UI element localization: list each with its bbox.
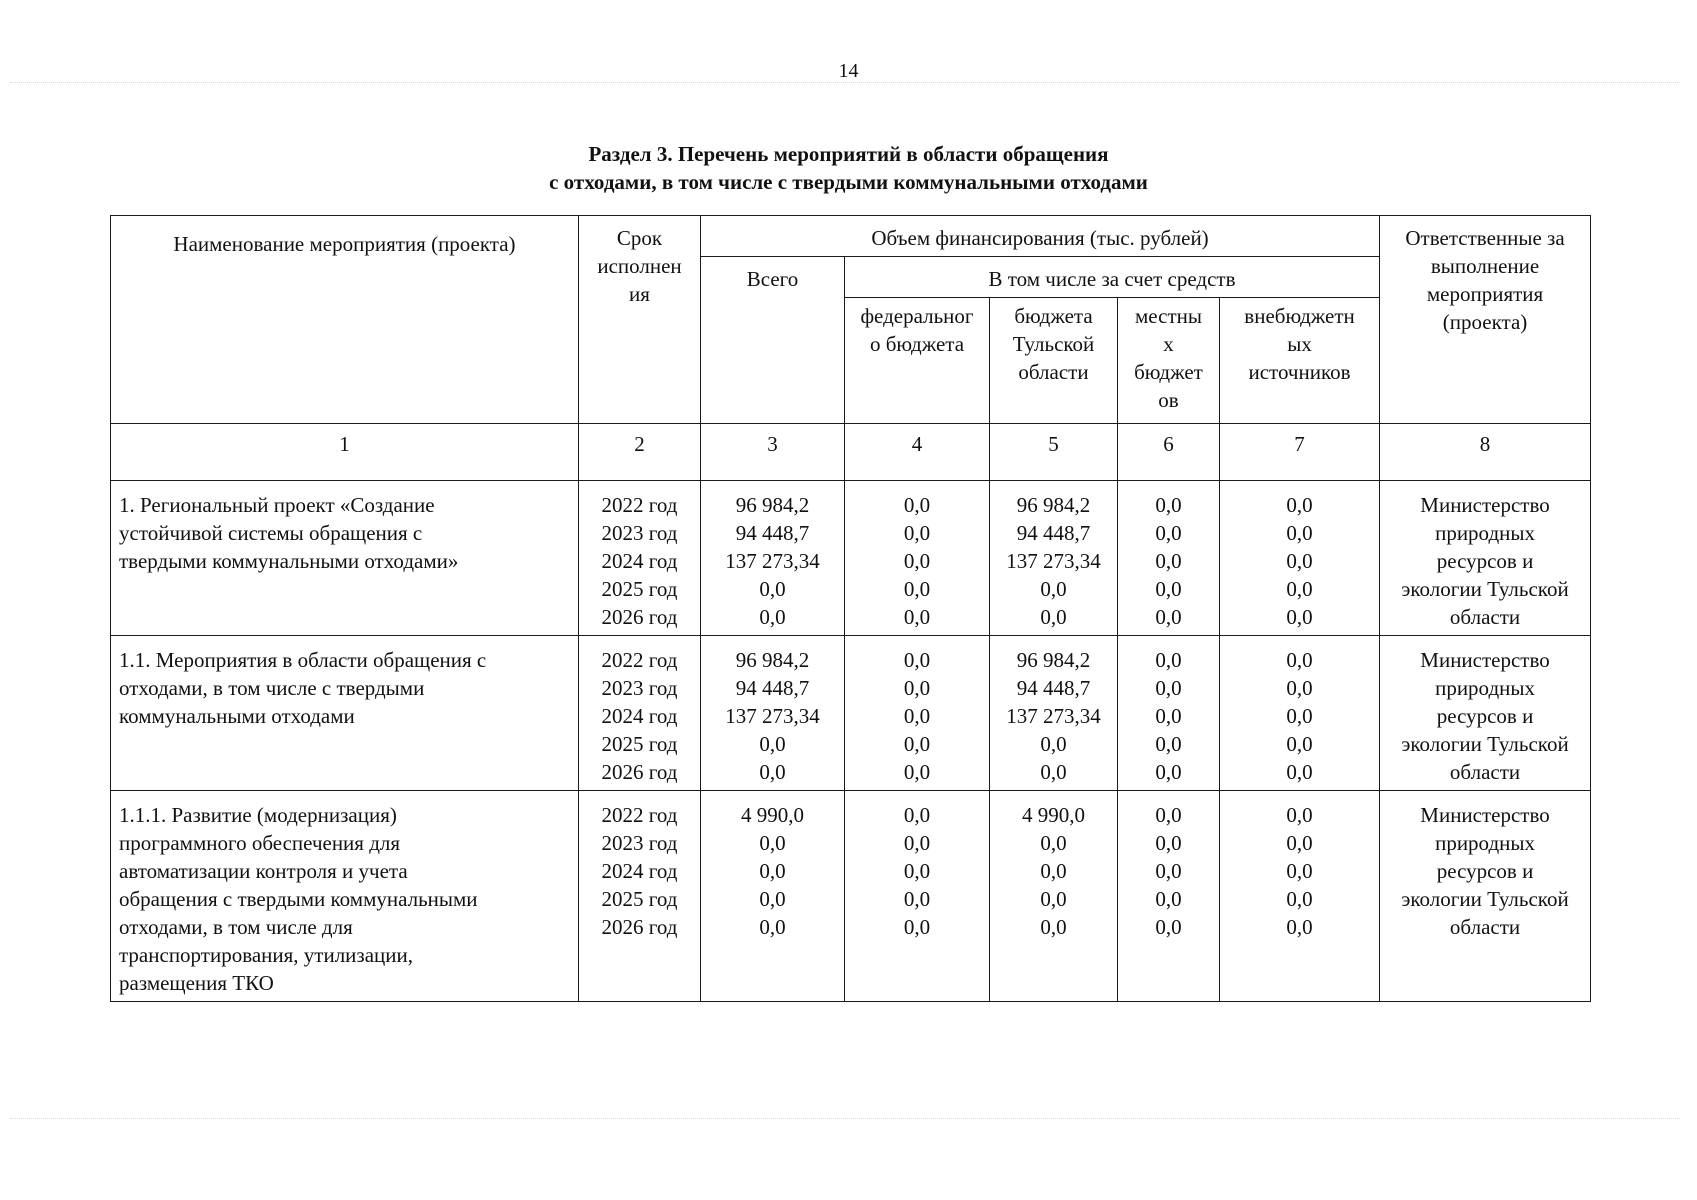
federal-cell-line: 0,0 <box>903 803 931 827</box>
responsible-cell-line: экологии Тульской <box>1401 577 1569 601</box>
table-row <box>111 791 1591 1002</box>
regional-cell-line: 0,0 <box>1040 732 1067 756</box>
federal-cell <box>845 636 990 791</box>
header-regional-line: Тульской <box>1012 332 1095 356</box>
responsible-cell-line: природных <box>1435 676 1535 700</box>
header-responsible-line: выполнение <box>1430 254 1540 278</box>
years-cell <box>579 481 701 636</box>
header-federal <box>845 298 990 424</box>
years-cell-line: 2023 год <box>601 831 678 855</box>
extra-cell-line: 0,0 <box>1286 676 1313 700</box>
extra-cell <box>1220 636 1380 791</box>
federal-cell-line: 0,0 <box>903 605 931 629</box>
header-term <box>579 216 701 424</box>
regional-cell <box>990 791 1118 1002</box>
regional-cell-line: 0,0 <box>1040 831 1067 855</box>
header-local-line: х <box>1163 332 1174 356</box>
local-cell-line: 0,0 <box>1155 887 1182 911</box>
measure-name-line: 1.1.1. Развитие (модернизация) <box>119 803 397 827</box>
regional-cell-line: 137 273,34 <box>1006 549 1101 573</box>
total-cell <box>701 791 845 1002</box>
column-number: 7 <box>1220 424 1380 481</box>
responsible-cell-line: природных <box>1435 521 1535 545</box>
extra-cell-line: 0,0 <box>1286 760 1313 784</box>
extra-cell-line: 0,0 <box>1286 521 1313 545</box>
extra-cell-line: 0,0 <box>1286 732 1313 756</box>
federal-cell-line: 0,0 <box>903 521 931 545</box>
total-cell <box>701 481 845 636</box>
responsible-cell-line: Министерство <box>1420 493 1550 517</box>
total-cell-line: 137 273,34 <box>725 704 820 728</box>
measure-name-line: 1. Региональный проект «Создание <box>119 493 435 517</box>
header-local-line: ов <box>1158 388 1179 412</box>
responsible-cell-line: области <box>1449 605 1521 629</box>
extra-cell-line: 0,0 <box>1286 831 1313 855</box>
measure-name-line: размещения ТКО <box>119 971 274 995</box>
regional-cell-line: 0,0 <box>1040 577 1067 601</box>
measure-name <box>111 636 579 791</box>
local-cell-line: 0,0 <box>1155 915 1182 939</box>
header-total: Всего <box>701 257 845 424</box>
years-cell <box>579 791 701 1002</box>
regional-cell-line: 4 990,0 <box>1022 803 1085 827</box>
responsible-cell-line: экологии Тульской <box>1401 732 1569 756</box>
table-row <box>111 636 1591 791</box>
responsible-cell-line: экологии Тульской <box>1401 887 1569 911</box>
years-cell-line: 2023 год <box>601 521 678 545</box>
header-regional <box>990 298 1118 424</box>
column-number: 4 <box>845 424 990 481</box>
local-cell-line: 0,0 <box>1155 648 1182 672</box>
federal-cell-line: 0,0 <box>903 577 931 601</box>
federal-cell <box>845 791 990 1002</box>
responsible-cell-line: ресурсов и <box>1436 704 1534 728</box>
header-extra-line: источников <box>1248 360 1351 384</box>
header-name: Наименование мероприятия (проекта) <box>111 216 579 424</box>
federal-cell-line: 0,0 <box>903 732 931 756</box>
measure-name-line: 1.1. Мероприятия в области обращения с <box>119 648 487 672</box>
header-responsible-line: (проекта) <box>1442 310 1528 334</box>
total-cell-line: 137 273,34 <box>725 549 820 573</box>
responsible-cell <box>1380 791 1591 1002</box>
column-number: 1 <box>111 424 579 481</box>
regional-cell <box>990 481 1118 636</box>
years-cell-line: 2026 год <box>601 605 678 629</box>
regional-cell-line: 96 984,2 <box>1016 648 1091 672</box>
responsible-cell <box>1380 481 1591 636</box>
measure-name-line: устойчивой системы обращения с <box>119 521 423 545</box>
responsible-cell-line: области <box>1449 760 1521 784</box>
header-responsible-line: Ответственные за <box>1405 226 1565 250</box>
regional-cell-line: 0,0 <box>1040 760 1067 784</box>
regional-cell-line: 94 448,7 <box>1016 676 1091 700</box>
federal-cell-line: 0,0 <box>903 704 931 728</box>
federal-cell-line: 0,0 <box>903 648 931 672</box>
local-cell-line: 0,0 <box>1155 605 1182 629</box>
header-local-line: местны <box>1135 304 1202 328</box>
measure-name-line: отходами, в том числе для <box>119 915 353 939</box>
regional-cell-line: 94 448,7 <box>1016 521 1091 545</box>
regional-cell-line: 0,0 <box>1040 605 1067 629</box>
total-cell-line: 0,0 <box>759 760 786 784</box>
column-number: 8 <box>1380 424 1591 481</box>
header-extra <box>1220 298 1380 424</box>
measure-name-line: обращения с твердыми коммунальными <box>119 887 478 911</box>
local-cell <box>1118 481 1220 636</box>
header-responsible-line: мероприятия <box>1426 282 1544 306</box>
federal-cell-line: 0,0 <box>903 493 931 517</box>
regional-cell-line: 96 984,2 <box>1016 493 1091 517</box>
regional-cell-line: 0,0 <box>1040 859 1067 883</box>
extra-cell-line: 0,0 <box>1286 859 1313 883</box>
federal-cell-line: 0,0 <box>903 760 931 784</box>
header-including: В том числе за счет средств <box>845 257 1380 298</box>
measure-name-line: твердыми коммунальными отходами» <box>119 549 459 573</box>
extra-cell-line: 0,0 <box>1286 887 1313 911</box>
header-row-1 <box>111 216 1591 257</box>
years-cell-line: 2024 год <box>601 549 678 573</box>
responsible-cell <box>1380 636 1591 791</box>
local-cell-line: 0,0 <box>1155 704 1182 728</box>
regional-cell-line: 0,0 <box>1040 915 1067 939</box>
header-local <box>1118 298 1220 424</box>
header-federal-line: федеральног <box>860 304 974 328</box>
extra-cell-line: 0,0 <box>1286 704 1313 728</box>
measure-name <box>111 791 579 1002</box>
years-cell-line: 2023 год <box>601 676 678 700</box>
column-number: 5 <box>990 424 1118 481</box>
federal-cell-line: 0,0 <box>903 549 931 573</box>
extra-cell-line: 0,0 <box>1286 577 1313 601</box>
measure-name-line: программного обеспечения для <box>119 831 401 855</box>
years-cell-line: 2022 год <box>601 648 678 672</box>
measure-name-line: отходами, в том числе с твердыми <box>119 676 425 700</box>
total-cell-line: 94 448,7 <box>735 676 810 700</box>
years-cell-line: 2022 год <box>601 803 678 827</box>
local-cell <box>1118 791 1220 1002</box>
extra-cell-line: 0,0 <box>1286 605 1313 629</box>
regional-cell-line: 0,0 <box>1040 887 1067 911</box>
federal-cell-line: 0,0 <box>903 859 931 883</box>
local-cell-line: 0,0 <box>1155 859 1182 883</box>
table-row <box>111 481 1591 636</box>
years-cell-line: 2026 год <box>601 915 678 939</box>
column-numbers-row <box>111 424 1591 481</box>
measure-name-line: коммунальными отходами <box>119 704 355 728</box>
local-cell-line: 0,0 <box>1155 521 1182 545</box>
local-cell <box>1118 636 1220 791</box>
header-extra-line: внебюджетн <box>1244 304 1355 328</box>
total-cell-line: 0,0 <box>759 887 786 911</box>
years-cell <box>579 636 701 791</box>
years-cell-line: 2025 год <box>601 887 678 911</box>
header-extra-line: ых <box>1287 332 1312 356</box>
extra-cell-line: 0,0 <box>1286 549 1313 573</box>
total-cell <box>701 636 845 791</box>
years-cell-line: 2024 год <box>601 859 678 883</box>
regional-cell-line: 137 273,34 <box>1006 704 1101 728</box>
extra-cell <box>1220 791 1380 1002</box>
local-cell-line: 0,0 <box>1155 803 1182 827</box>
local-cell-line: 0,0 <box>1155 831 1182 855</box>
measure-name <box>111 481 579 636</box>
total-cell-line: 0,0 <box>759 831 786 855</box>
responsible-cell-line: природных <box>1435 831 1535 855</box>
responsible-cell-line: Министерство <box>1420 803 1550 827</box>
section-title <box>0 140 1697 196</box>
column-number: 3 <box>701 424 845 481</box>
header-term-line: Срок <box>616 226 663 250</box>
federal-cell-line: 0,0 <box>903 676 931 700</box>
header-financing: Объем финансирования (тыс. рублей) <box>701 216 1380 257</box>
local-cell-line: 0,0 <box>1155 732 1182 756</box>
section-title-line-2: с отходами, в том числе с твердыми коммунальными отходами <box>549 170 1148 194</box>
years-cell-line: 2024 год <box>601 704 678 728</box>
years-cell-line: 2022 год <box>601 493 678 517</box>
local-cell-line: 0,0 <box>1155 549 1182 573</box>
federal-cell <box>845 481 990 636</box>
years-cell-line: 2025 год <box>601 732 678 756</box>
header-responsible <box>1380 216 1591 424</box>
column-number: 2 <box>579 424 701 481</box>
local-cell-line: 0,0 <box>1155 493 1182 517</box>
total-cell-line: 0,0 <box>759 577 786 601</box>
column-number: 6 <box>1118 424 1220 481</box>
extra-cell <box>1220 481 1380 636</box>
header-federal-line: о бюджета <box>869 332 965 356</box>
total-cell-line: 0,0 <box>759 732 786 756</box>
header-term-line: исполнен <box>597 254 682 278</box>
total-cell-line: 96 984,2 <box>735 648 810 672</box>
years-cell-line: 2025 год <box>601 577 678 601</box>
total-cell-line: 0,0 <box>759 915 786 939</box>
total-cell-line: 0,0 <box>759 605 786 629</box>
federal-cell-line: 0,0 <box>903 915 931 939</box>
header-regional-line: бюджета <box>1014 304 1093 328</box>
extra-cell-line: 0,0 <box>1286 493 1313 517</box>
measure-name-line: автоматизации контроля и учета <box>119 859 408 883</box>
local-cell-line: 0,0 <box>1155 577 1182 601</box>
federal-cell-line: 0,0 <box>903 831 931 855</box>
responsible-cell-line: Министерство <box>1420 648 1550 672</box>
total-cell-line: 94 448,7 <box>735 521 810 545</box>
header-term-line: ия <box>629 282 650 306</box>
local-cell-line: 0,0 <box>1155 760 1182 784</box>
federal-cell-line: 0,0 <box>903 887 931 911</box>
responsible-cell-line: ресурсов и <box>1436 549 1534 573</box>
years-cell-line: 2026 год <box>601 760 678 784</box>
extra-cell-line: 0,0 <box>1286 915 1313 939</box>
page-number: 14 <box>838 60 859 82</box>
responsible-cell-line: ресурсов и <box>1436 859 1534 883</box>
extra-cell-line: 0,0 <box>1286 648 1313 672</box>
measure-name-line: транспортирования, утилизации, <box>119 943 413 967</box>
header-local-line: бюджет <box>1134 360 1203 384</box>
total-cell-line: 4 990,0 <box>741 803 804 827</box>
section-title-line-1: Раздел 3. Перечень мероприятий в области обращения <box>588 142 1109 166</box>
measures-table <box>110 215 1591 1002</box>
local-cell-line: 0,0 <box>1155 676 1182 700</box>
header-regional-line: области <box>1018 360 1089 384</box>
responsible-cell-line: области <box>1449 915 1521 939</box>
regional-cell <box>990 636 1118 791</box>
extra-cell-line: 0,0 <box>1286 803 1313 827</box>
total-cell-line: 0,0 <box>759 859 786 883</box>
total-cell-line: 96 984,2 <box>735 493 810 517</box>
